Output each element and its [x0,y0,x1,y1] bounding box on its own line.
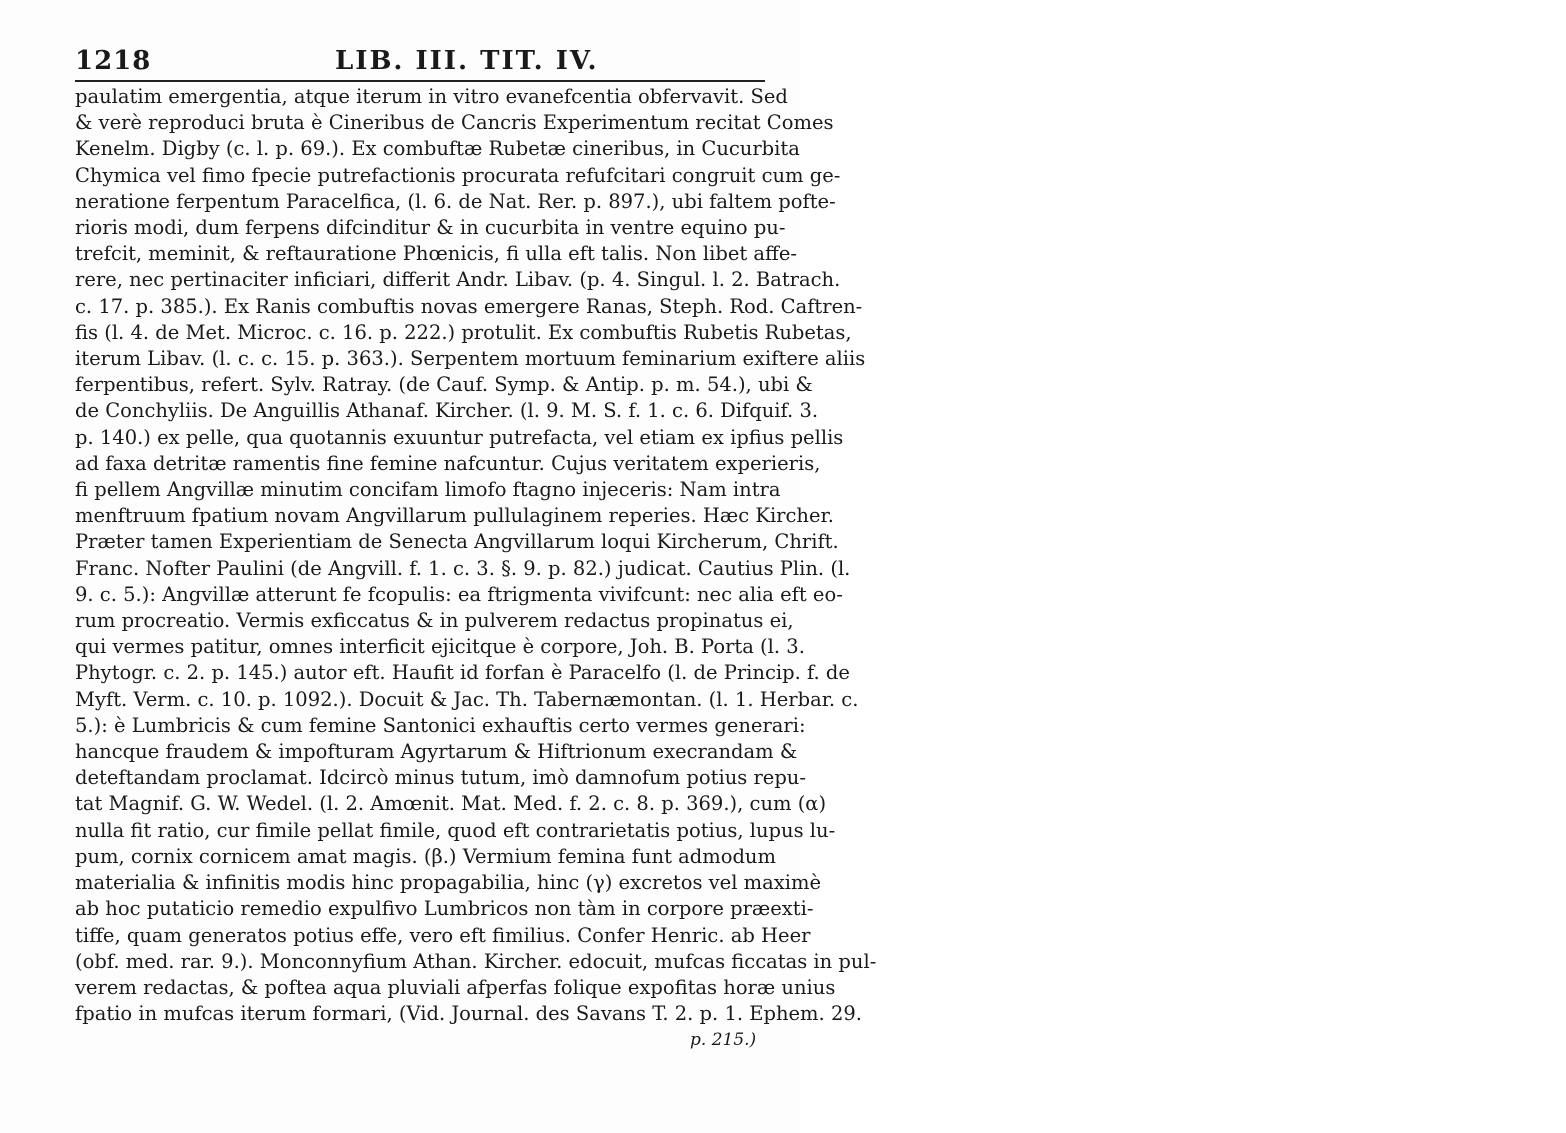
text-line: qui vermes patitur, omnes interficit ejicitque è corpore, Joh. B. Porta (l. 3. [75,635,805,659]
text-line: rum procreatio. Vermis exficcatus & in pulverem redactus propinatus ei, [75,609,794,633]
body-text [75,84,877,1027]
text-line: Franc. Nofter Paulini (de Angvill. f. 1. c. 3. §. 9. p. 82.) judicat. Cautius Plin. (l. [75,556,851,580]
text-line: Myft. Verm. c. 10. p. 1092.). Docuit & Jac. Th. Tabernæmontan. (l. 1. Herbar. c. [75,687,859,711]
text-line: fis (l. 4. de Met. Microc. c. 16. p. 222.) protulit. Ex combuftis Rubetis Rubetas, [75,320,852,344]
text-line: Chymica vel fimo fpecie putrefactionis procurata refufcitari congruit cum ge- [75,163,841,187]
text-line: deteftandam proclamat. Idcircò minus tutum, imò damnofum potius repu- [75,766,806,790]
footer-fragment: p. 215.) [690,1030,757,1050]
text-line: Kenelm. Digby (c. l. p. 69.). Ex combuftæ Rubetæ cineribus, in Cucurbita [75,137,800,161]
text-line: nulla fit ratio, cur fimile pellat fimile, quod eft contrarietatis potius, lupus lu- [75,818,836,842]
text-line: tat Magnif. G. W. Wedel. (l. 2. Amœnit. Mat. Med. f. 2. c. 8. p. 369.), cum (α) [75,792,827,816]
text-line: fi pellem Angvillæ minutim concifam limofo ftagno injeceris: Nam intra [75,478,781,502]
text-line: Phytogr. c. 2. p. 145.) autor eft. Haufit id forfan è Paracelfo (l. de Princip. f. de [75,661,850,685]
text-line: ad faxa detritæ ramentis fine femine nafcuntur. Cujus veritatem experieris, [75,451,821,475]
text-line: pum, cornix cornicem amat magis. (β.) Vermium femina funt admodum [75,844,776,868]
text-line: (obf. med. rar. 9.). Monconnyfium Athan. Kircher. edocuit, mufcas ficcatas in pul- [75,949,877,973]
page-header [75,40,765,82]
text-line: tiffe, quam generatos potius effe, vero eft fimilius. Confer Henric. ab Heer [75,923,811,947]
text-line: hancque fraudem & impofturam Agyrtarum & Hiftrionum execrandam & [75,740,798,764]
page-number: 1218 [75,46,152,76]
text-line: p. 140.) ex pelle, qua quotannis exuuntur putrefacta, vel etiam ex ipfius pellis [75,425,844,449]
text-line: trefcit, meminit, & reftaurationе Phœnicis, fi ulla eft talis. Non libet affe- [75,242,798,266]
text-line: menftruum fpatium novam Angvillarum pullulaginem reperies. Hæc Kircher. [75,504,834,528]
text-line: fpatio in mufcas iterum formari, (Vid. Journal. des Savans T. 2. p. 1. Ephem. 29. [75,1002,862,1026]
text-line: de Conchyliis. De Anguillis Athanaf. Kircher. (l. 9. M. S. f. 1. c. 6. Difquif. 3. [75,399,819,423]
text-line: 5.): è Lumbricis & cum femine Santonici exhauftis certo vermes generari: [75,713,806,737]
text-line: ab hoc putaticio remedio expulfivo Lumbricos non tàm in corpore præexti- [75,897,814,921]
text-line: Præter tamen Experientiam de Senecta Angvillarum loqui Kircherum, Chrift. [75,530,839,554]
text-line: materialia & infinitis modis hinc propagabilia, hinc (γ) excretos vel maximè [75,871,822,895]
text-line: iterum Libav. (l. c. c. 15. p. 363.). Serpentem mortuum feminarium exiftere aliis [75,347,866,371]
text-line: verem redactas, & poftea aqua pluviali afperfas folique expofitas horæ unius [75,975,836,999]
text-line: & verè reproduci bruta è Cineribus de Cancris Experimentum recitat Comes [75,111,834,135]
text-line: c. 17. p. 385.). Ex Ranis combuftis novas emergere Ranas, Steph. Rod. Caftren- [75,294,863,318]
text-line: paulatim emergentia, atque iterum in vitro evanefcentia obfervavit. Sed [75,85,788,108]
text-line: 9. c. 5.): Angvillæ atterunt fe fcopulis: ea ftrigmenta vivifcunt: nec alia eft eo- [75,582,843,606]
text-line: neratione ferpentum Paracelfica, (l. 6. de Nat. Rer. p. 897.), ubi faltem pofte- [75,189,836,213]
text-line: ferpentibus, refert. Sylv. Ratray. (de Cauf. Symp. & Antip. p. m. 54.), ubi & [75,373,813,397]
running-head: LIB. III. TIT. IV. [335,46,599,76]
text-line: rioris modi, dum ferpens difcinditur & in cucurbita in ventre equino pu- [75,216,786,240]
text-line: rere, nec pertinaciter inficiari, differit Andr. Libav. (p. 4. Singul. l. 2. Batrach. [75,268,841,292]
